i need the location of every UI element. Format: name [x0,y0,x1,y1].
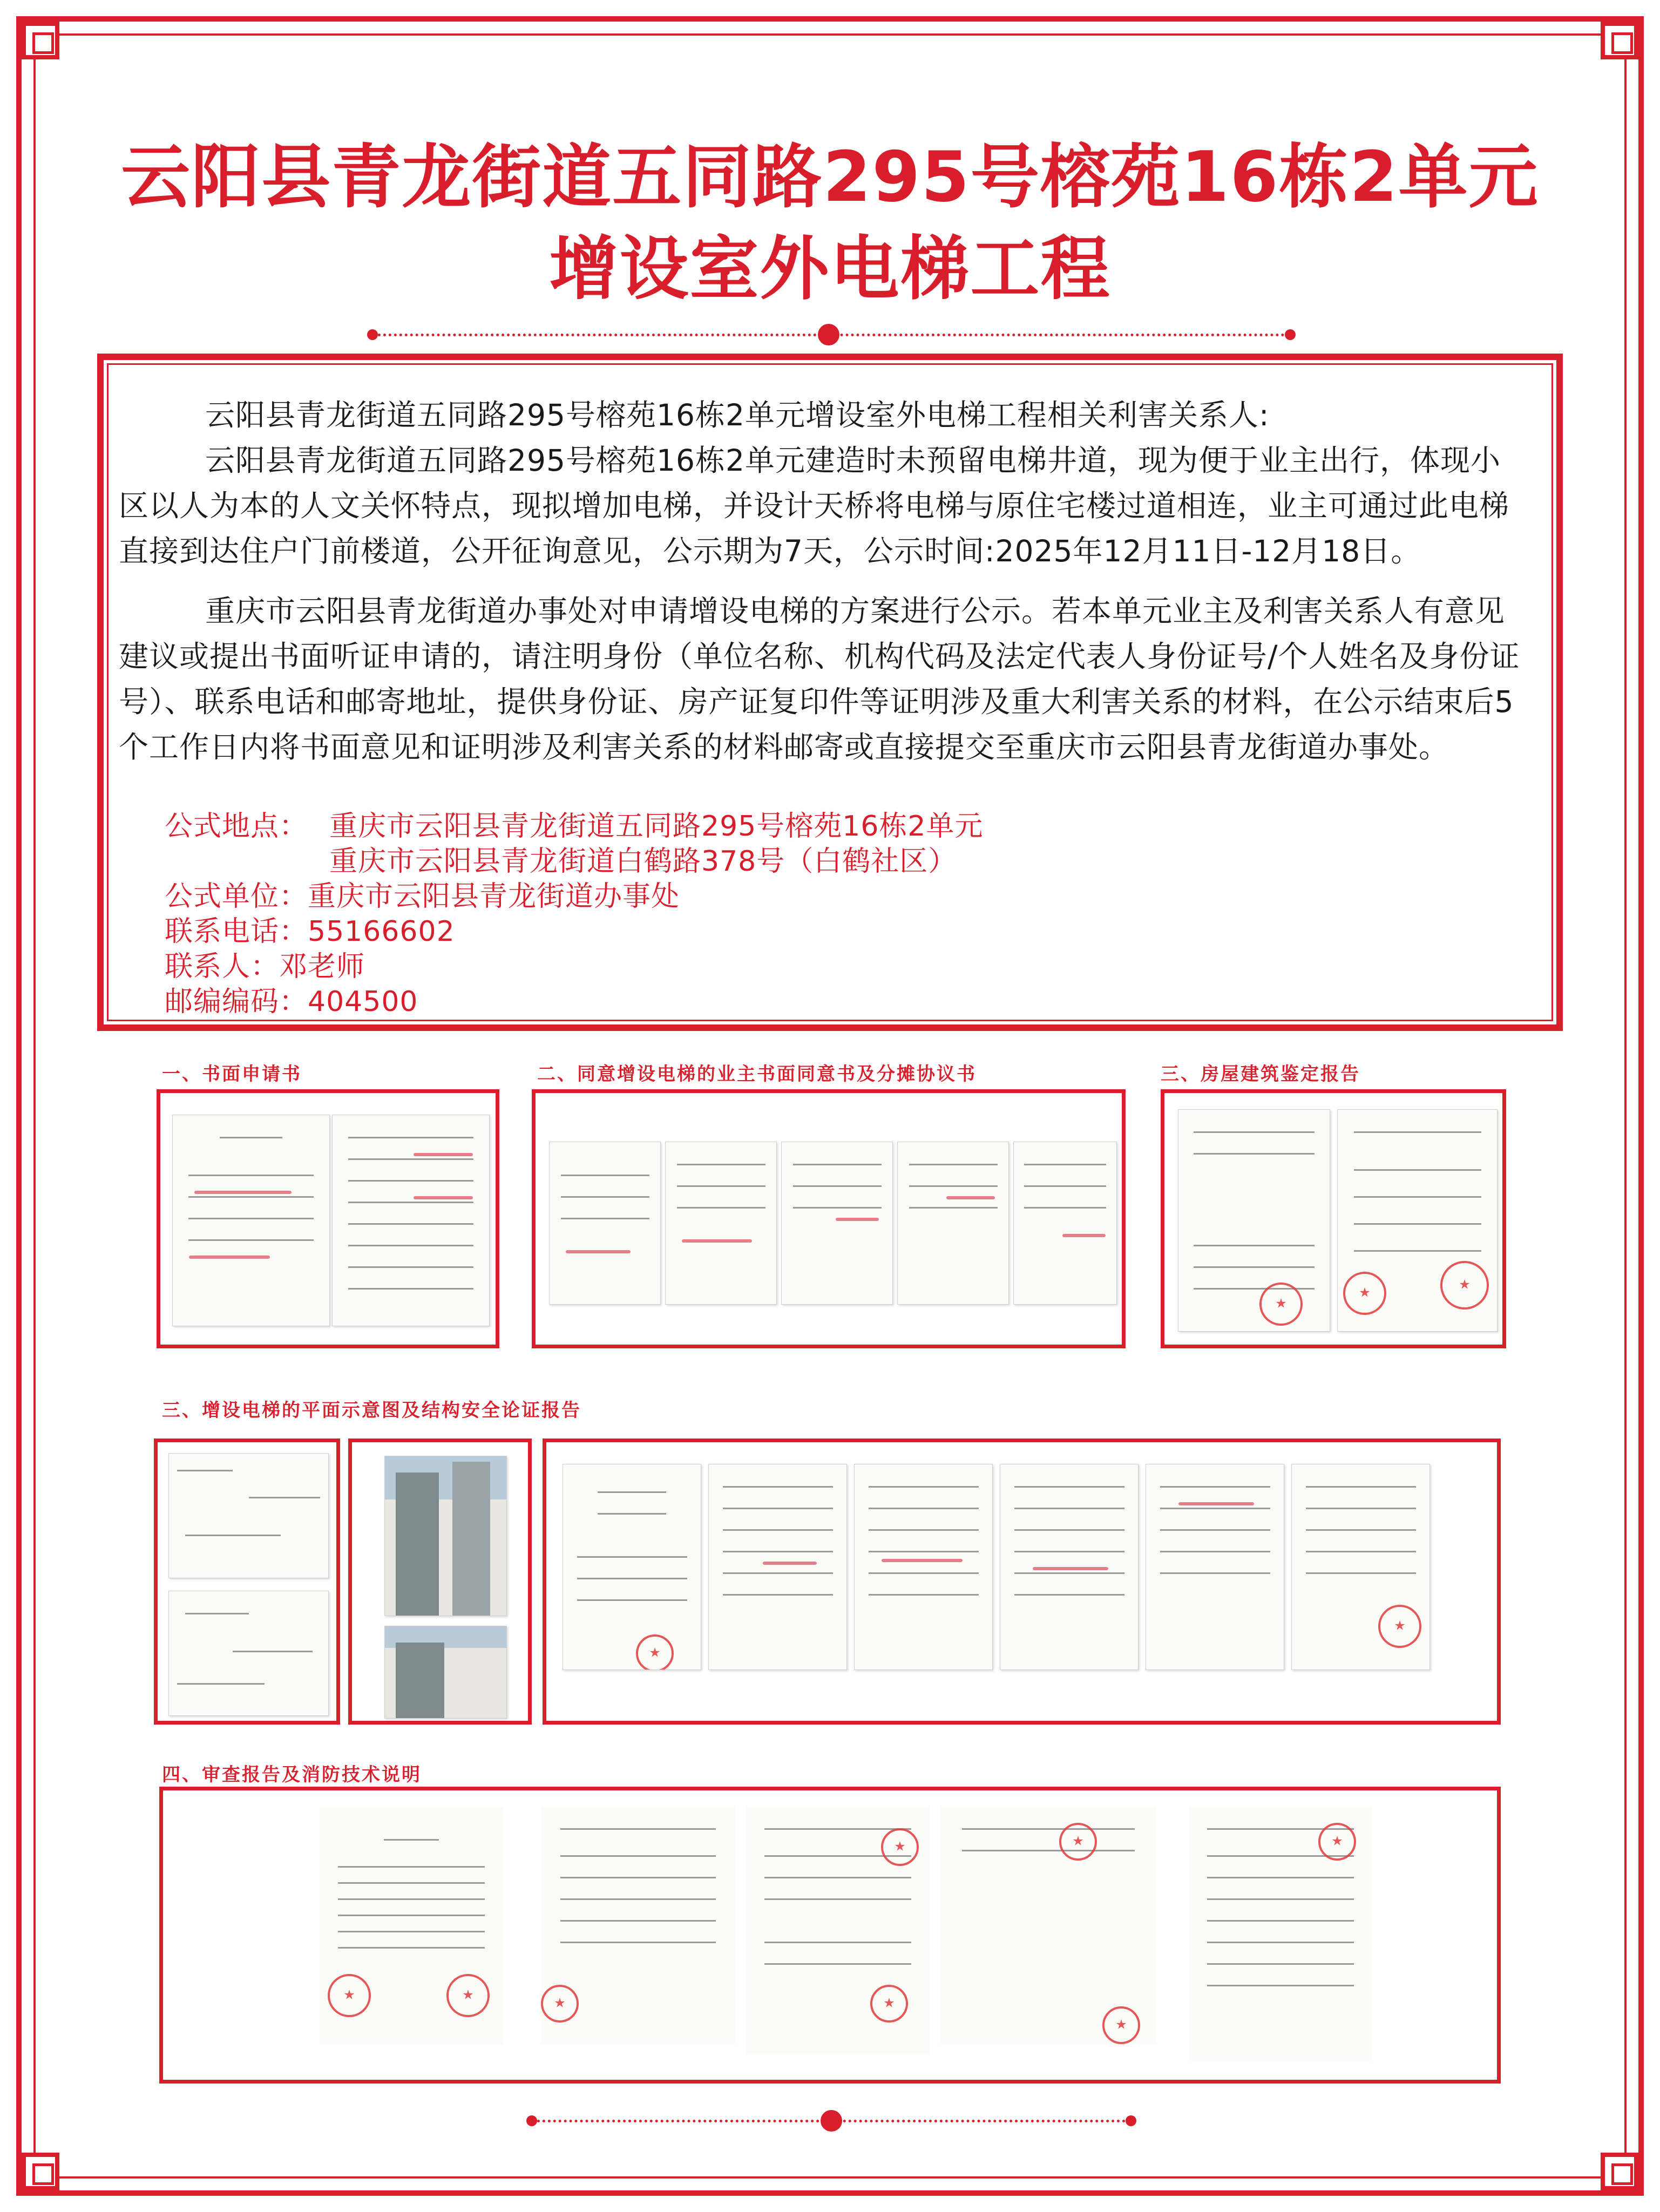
unit-line: 公式单位：重庆市云阳县青龙街道办事处 [165,880,680,913]
section-title: 三、房屋建筑鉴定报告 [1161,1063,1360,1085]
panel-owner-consent [532,1089,1126,1348]
divider-top [372,327,1290,343]
document-image [172,1115,330,1326]
document-image [1178,1109,1330,1332]
location-line-2: 重庆市云阳县青龙街道白鹤路378号（白鹤社区） [329,845,957,878]
document-image [1000,1464,1139,1670]
plan-drawing-image [168,1591,329,1716]
section-title: 二、同意增设电梯的业主书面同意书及分摊协议书 [537,1063,977,1085]
section-title: 四、审查报告及消防技术说明 [162,1764,422,1786]
document-image [320,1807,503,2044]
panel-structural-report [543,1439,1501,1725]
document-image [708,1464,847,1670]
document-image [541,1807,735,2044]
phone-line: 联系电话：55166602 [165,915,455,948]
document-image [1013,1142,1117,1305]
panel-building-appraisal [1161,1089,1506,1348]
location-line-1: 重庆市云阳县青龙街道五同路295号榕苑16栋2单元 [329,810,984,843]
document-image [549,1142,661,1305]
site-photo [384,1456,507,1616]
notice-addressee: 云阳县青龙街道五同路295号榕苑16栋2单元增设室外电梯工程相关利害关系人: [205,398,1270,432]
corner-ornament [22,2153,59,2190]
document-image [746,1807,930,2055]
panel-application [157,1089,499,1348]
panel-site-photos [348,1439,532,1725]
plan-drawing-image [168,1453,329,1578]
divider-bottom [532,2113,1131,2129]
document-image [1337,1109,1498,1332]
notice-paragraph: 重庆市云阳县青龙街道办事处对申请增设电梯的方案进行公示。若本单元业主及利害关系人有意见建议或提出书面听证申请的，请注明身份（单位名称、机构代码及法定代表人身份证号/个人姓名及身份证号）、联系电话和邮寄地址，提供身份证、房产证复印件等证明涉及重大利害关系的材料，在公示结束后5个工作日内将书面意见和证明涉及利害关系的材料邮寄或直接提交至重庆市云阳县青龙街道办事处。 [119,594,1520,764]
contact-line: 联系人：邓老师 [165,951,365,983]
document-image [563,1464,701,1670]
section-title: 三、增设电梯的平面示意图及结构安全论证报告 [162,1400,581,1421]
document-image [1146,1464,1284,1670]
document-image [940,1807,1156,2044]
postcode-line: 邮编编码：404500 [165,986,418,1018]
document-image [1291,1464,1430,1670]
site-photo [384,1626,507,1719]
corner-ornament [22,22,59,59]
section-title: 一、书面申请书 [162,1063,302,1085]
main-title: 云阳县青龙街道五同路295号榕苑16栋2单元 [121,137,1539,218]
document-image [1189,1807,1372,2060]
notice-paragraph: 云阳县青龙街道五同路295号榕苑16栋2单元建造时未预留电梯井道，现为便于业主出行，体现小区以人为本的人文关怀特点，现拟增加电梯，并设计天桥将电梯与原住宅楼过道相连，业主可通过此电梯直接到达住户门前楼道，公开征询意见，公示期为7天，公示时间:2025年12月11日-12月18日。 [119,443,1510,568]
document-image [781,1142,893,1305]
location-label: 公式地点： [165,810,308,843]
document-image [665,1142,777,1305]
document-image [854,1464,993,1670]
panel-review-report [159,1787,1501,2084]
main-subtitle: 增设室外电梯工程 [549,229,1111,309]
document-image [332,1115,490,1326]
document-image [897,1142,1009,1305]
corner-ornament [1601,22,1638,59]
panel-plan-drawings [154,1439,340,1725]
corner-ornament [1601,2153,1638,2190]
